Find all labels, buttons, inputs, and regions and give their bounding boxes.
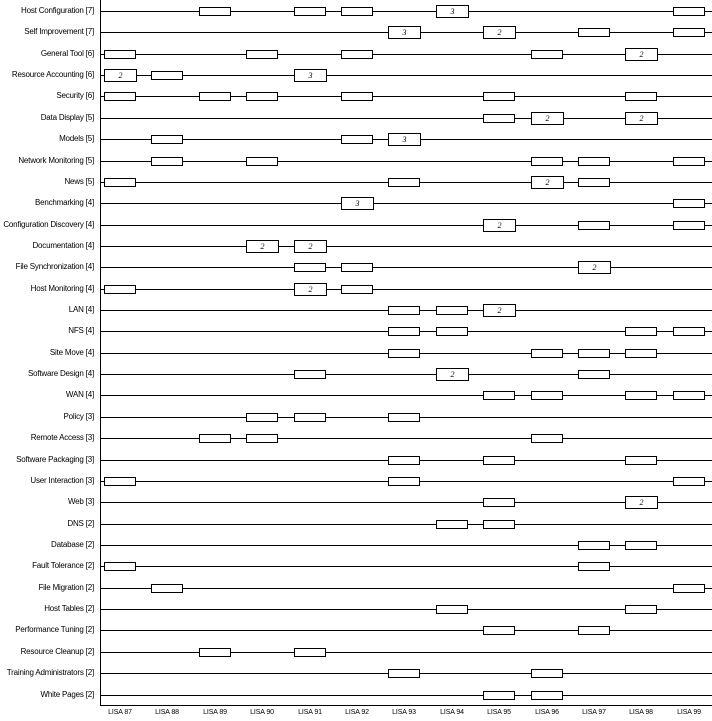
- paper-box: [531, 669, 563, 678]
- paper-box: [625, 456, 657, 465]
- paper-count-box: 3: [388, 133, 421, 146]
- paper-box: [531, 349, 563, 358]
- paper-box: [578, 28, 610, 37]
- paper-box: [199, 7, 231, 16]
- paper-box: [246, 413, 278, 422]
- paper-box: [246, 92, 278, 101]
- category-label: Remote Access [3]: [30, 433, 94, 442]
- category-timeline: [101, 695, 712, 696]
- paper-box: [436, 520, 468, 529]
- paper-box: [104, 92, 136, 101]
- paper-box: [388, 413, 420, 422]
- paper-box: [341, 50, 373, 59]
- paper-box: [388, 477, 420, 486]
- paper-count-box: 2: [483, 26, 516, 39]
- paper-box: [578, 221, 610, 230]
- paper-box: [483, 114, 515, 123]
- category-label: File Synchronization [4]: [15, 262, 94, 271]
- paper-box: [294, 413, 326, 422]
- x-tick-label: LISA 89: [203, 709, 227, 716]
- category-timeline: [101, 161, 712, 162]
- paper-count-box: 2: [625, 48, 658, 61]
- category-label: File Migration [2]: [38, 583, 94, 592]
- paper-box: [199, 434, 231, 443]
- paper-box: [673, 584, 705, 593]
- category-label: Resource Accounting [6]: [11, 70, 94, 79]
- category-timeline: [101, 524, 712, 525]
- paper-box: [625, 541, 657, 550]
- paper-box: [578, 178, 610, 187]
- category-timeline: [101, 289, 712, 290]
- paper-box: [578, 626, 610, 635]
- paper-count-box: 2: [625, 112, 658, 125]
- paper-count-box: 2: [531, 176, 564, 189]
- x-tick-label: LISA 93: [392, 709, 416, 716]
- paper-box: [673, 199, 705, 208]
- paper-box: [246, 50, 278, 59]
- category-label: Host Monitoring [4]: [30, 284, 94, 293]
- paper-box: [341, 263, 373, 272]
- category-label: Site Move [4]: [49, 348, 94, 357]
- paper-box: [294, 648, 326, 657]
- paper-box: [578, 370, 610, 379]
- paper-box: [531, 434, 563, 443]
- category-timeline: [101, 374, 712, 375]
- paper-box: [294, 263, 326, 272]
- category-timeline: [101, 545, 712, 546]
- category-timeline: [101, 588, 712, 589]
- category-label: Benchmarking [4]: [34, 198, 94, 207]
- paper-box: [673, 327, 705, 336]
- x-tick-label: LISA 97: [582, 709, 606, 716]
- paper-box: [673, 221, 705, 230]
- x-tick-label: LISA 96: [535, 709, 559, 716]
- paper-count-box: 2: [436, 368, 469, 381]
- category-label: Documentation [4]: [32, 241, 94, 250]
- paper-box: [151, 157, 183, 166]
- category-label: Software Design [4]: [27, 369, 94, 378]
- paper-count-box: 2: [483, 219, 516, 232]
- category-timeline: [101, 502, 712, 503]
- category-timeline: [101, 75, 712, 76]
- category-label: User Interaction [3]: [30, 476, 94, 485]
- paper-box: [151, 584, 183, 593]
- paper-box: [673, 28, 705, 37]
- paper-box: [388, 178, 420, 187]
- paper-count-box: 3: [436, 5, 469, 18]
- paper-box: [483, 391, 515, 400]
- paper-box: [341, 92, 373, 101]
- category-timeline: [101, 630, 712, 631]
- paper-box: [531, 157, 563, 166]
- paper-box: [341, 135, 373, 144]
- category-label: Resource Cleanup [2]: [20, 647, 94, 656]
- category-label: Policy [3]: [63, 412, 94, 421]
- category-timeline: [101, 395, 712, 396]
- category-timeline: [101, 609, 712, 610]
- x-tick-label: LISA 95: [487, 709, 511, 716]
- paper-count-box: 2: [246, 240, 279, 253]
- category-label: News [5]: [64, 177, 94, 186]
- paper-count-box: 3: [341, 197, 374, 210]
- paper-count-box: 2: [578, 261, 611, 274]
- paper-box: [483, 92, 515, 101]
- x-tick-label: LISA 87: [108, 709, 132, 716]
- paper-box: [388, 669, 420, 678]
- paper-box: [388, 306, 420, 315]
- x-tick-label: LISA 90: [250, 709, 274, 716]
- category-label: Fault Tolerance [2]: [32, 561, 94, 570]
- paper-box: [531, 691, 563, 700]
- paper-box: [104, 178, 136, 187]
- paper-box: [151, 135, 183, 144]
- paper-box: [483, 456, 515, 465]
- paper-box: [104, 50, 136, 59]
- paper-box: [294, 7, 326, 16]
- paper-count-box: 2: [294, 240, 327, 253]
- category-label: Web [3]: [67, 497, 94, 506]
- paper-box: [625, 327, 657, 336]
- paper-count-box: 2: [483, 304, 516, 317]
- paper-box: [625, 391, 657, 400]
- category-label: NFS [4]: [68, 326, 94, 335]
- paper-box: [531, 50, 563, 59]
- paper-box: [151, 71, 183, 80]
- paper-count-box: 2: [294, 283, 327, 296]
- category-label: Host Tables [2]: [44, 604, 94, 613]
- category-label: White Pages [2]: [40, 690, 94, 699]
- paper-box: [625, 92, 657, 101]
- category-label: Database [2]: [51, 540, 94, 549]
- paper-box: [199, 648, 231, 657]
- paper-box: [104, 285, 136, 294]
- paper-box: [578, 562, 610, 571]
- category-timeline: [101, 225, 712, 226]
- category-timeline: [101, 203, 712, 204]
- paper-box: [625, 349, 657, 358]
- paper-box: [578, 157, 610, 166]
- paper-box: [436, 306, 468, 315]
- paper-box: [246, 434, 278, 443]
- paper-box: [199, 92, 231, 101]
- paper-box: [294, 370, 326, 379]
- paper-box: [104, 562, 136, 571]
- x-axis-line: [100, 705, 712, 706]
- paper-box: [531, 391, 563, 400]
- x-tick-label: LISA 88: [155, 709, 179, 716]
- x-tick-label: LISA 99: [677, 709, 701, 716]
- category-timeline: [101, 652, 712, 653]
- paper-box: [483, 520, 515, 529]
- category-timeline: [101, 96, 712, 97]
- category-label: Security [6]: [56, 91, 94, 100]
- x-tick-label: LISA 91: [298, 709, 322, 716]
- paper-box: [341, 285, 373, 294]
- paper-count-box: 2: [531, 112, 564, 125]
- paper-box: [673, 7, 705, 16]
- paper-box: [673, 157, 705, 166]
- category-label: Training Administrators [2]: [6, 668, 94, 677]
- category-timeline: [101, 438, 712, 439]
- category-label: Network Monitoring [5]: [18, 156, 94, 165]
- category-timeline: [101, 54, 712, 55]
- paper-box: [673, 391, 705, 400]
- category-label: General Tool [6]: [40, 49, 94, 58]
- category-label: Self Improvement [7]: [24, 27, 94, 36]
- paper-box: [436, 605, 468, 614]
- x-tick-label: LISA 94: [440, 709, 464, 716]
- x-tick-label: LISA 98: [629, 709, 653, 716]
- paper-box: [578, 541, 610, 550]
- paper-box: [483, 691, 515, 700]
- paper-box: [483, 498, 515, 507]
- category-label: Configuration Discovery [4]: [3, 220, 94, 229]
- paper-count-box: 3: [388, 26, 421, 39]
- paper-box: [578, 349, 610, 358]
- category-label: Data Display [5]: [40, 113, 94, 122]
- paper-box: [246, 157, 278, 166]
- category-label: Software Packaging [3]: [16, 455, 94, 464]
- category-label: Host Configuration [7]: [21, 6, 94, 15]
- x-tick-label: LISA 92: [345, 709, 369, 716]
- paper-box: [388, 456, 420, 465]
- paper-box: [388, 349, 420, 358]
- category-label: LAN [4]: [68, 305, 94, 314]
- category-label: DNS [2]: [67, 519, 94, 528]
- paper-box: [625, 605, 657, 614]
- paper-box: [436, 327, 468, 336]
- paper-count-box: 2: [625, 496, 658, 509]
- category-label: WAN [4]: [65, 390, 94, 399]
- paper-box: [483, 626, 515, 635]
- paper-count-box: 2: [104, 69, 137, 82]
- category-label: Models [5]: [59, 134, 94, 143]
- category-timeline: [101, 118, 712, 119]
- paper-box: [341, 7, 373, 16]
- paper-box: [673, 477, 705, 486]
- category-label: Performance Tuning [2]: [15, 625, 94, 634]
- category-timeline: [101, 11, 712, 12]
- category-timeline: [101, 566, 712, 567]
- category-timeline: [101, 246, 712, 247]
- paper-count-box: 3: [294, 69, 327, 82]
- paper-box: [388, 327, 420, 336]
- paper-box: [104, 477, 136, 486]
- category-timeline: [101, 267, 712, 268]
